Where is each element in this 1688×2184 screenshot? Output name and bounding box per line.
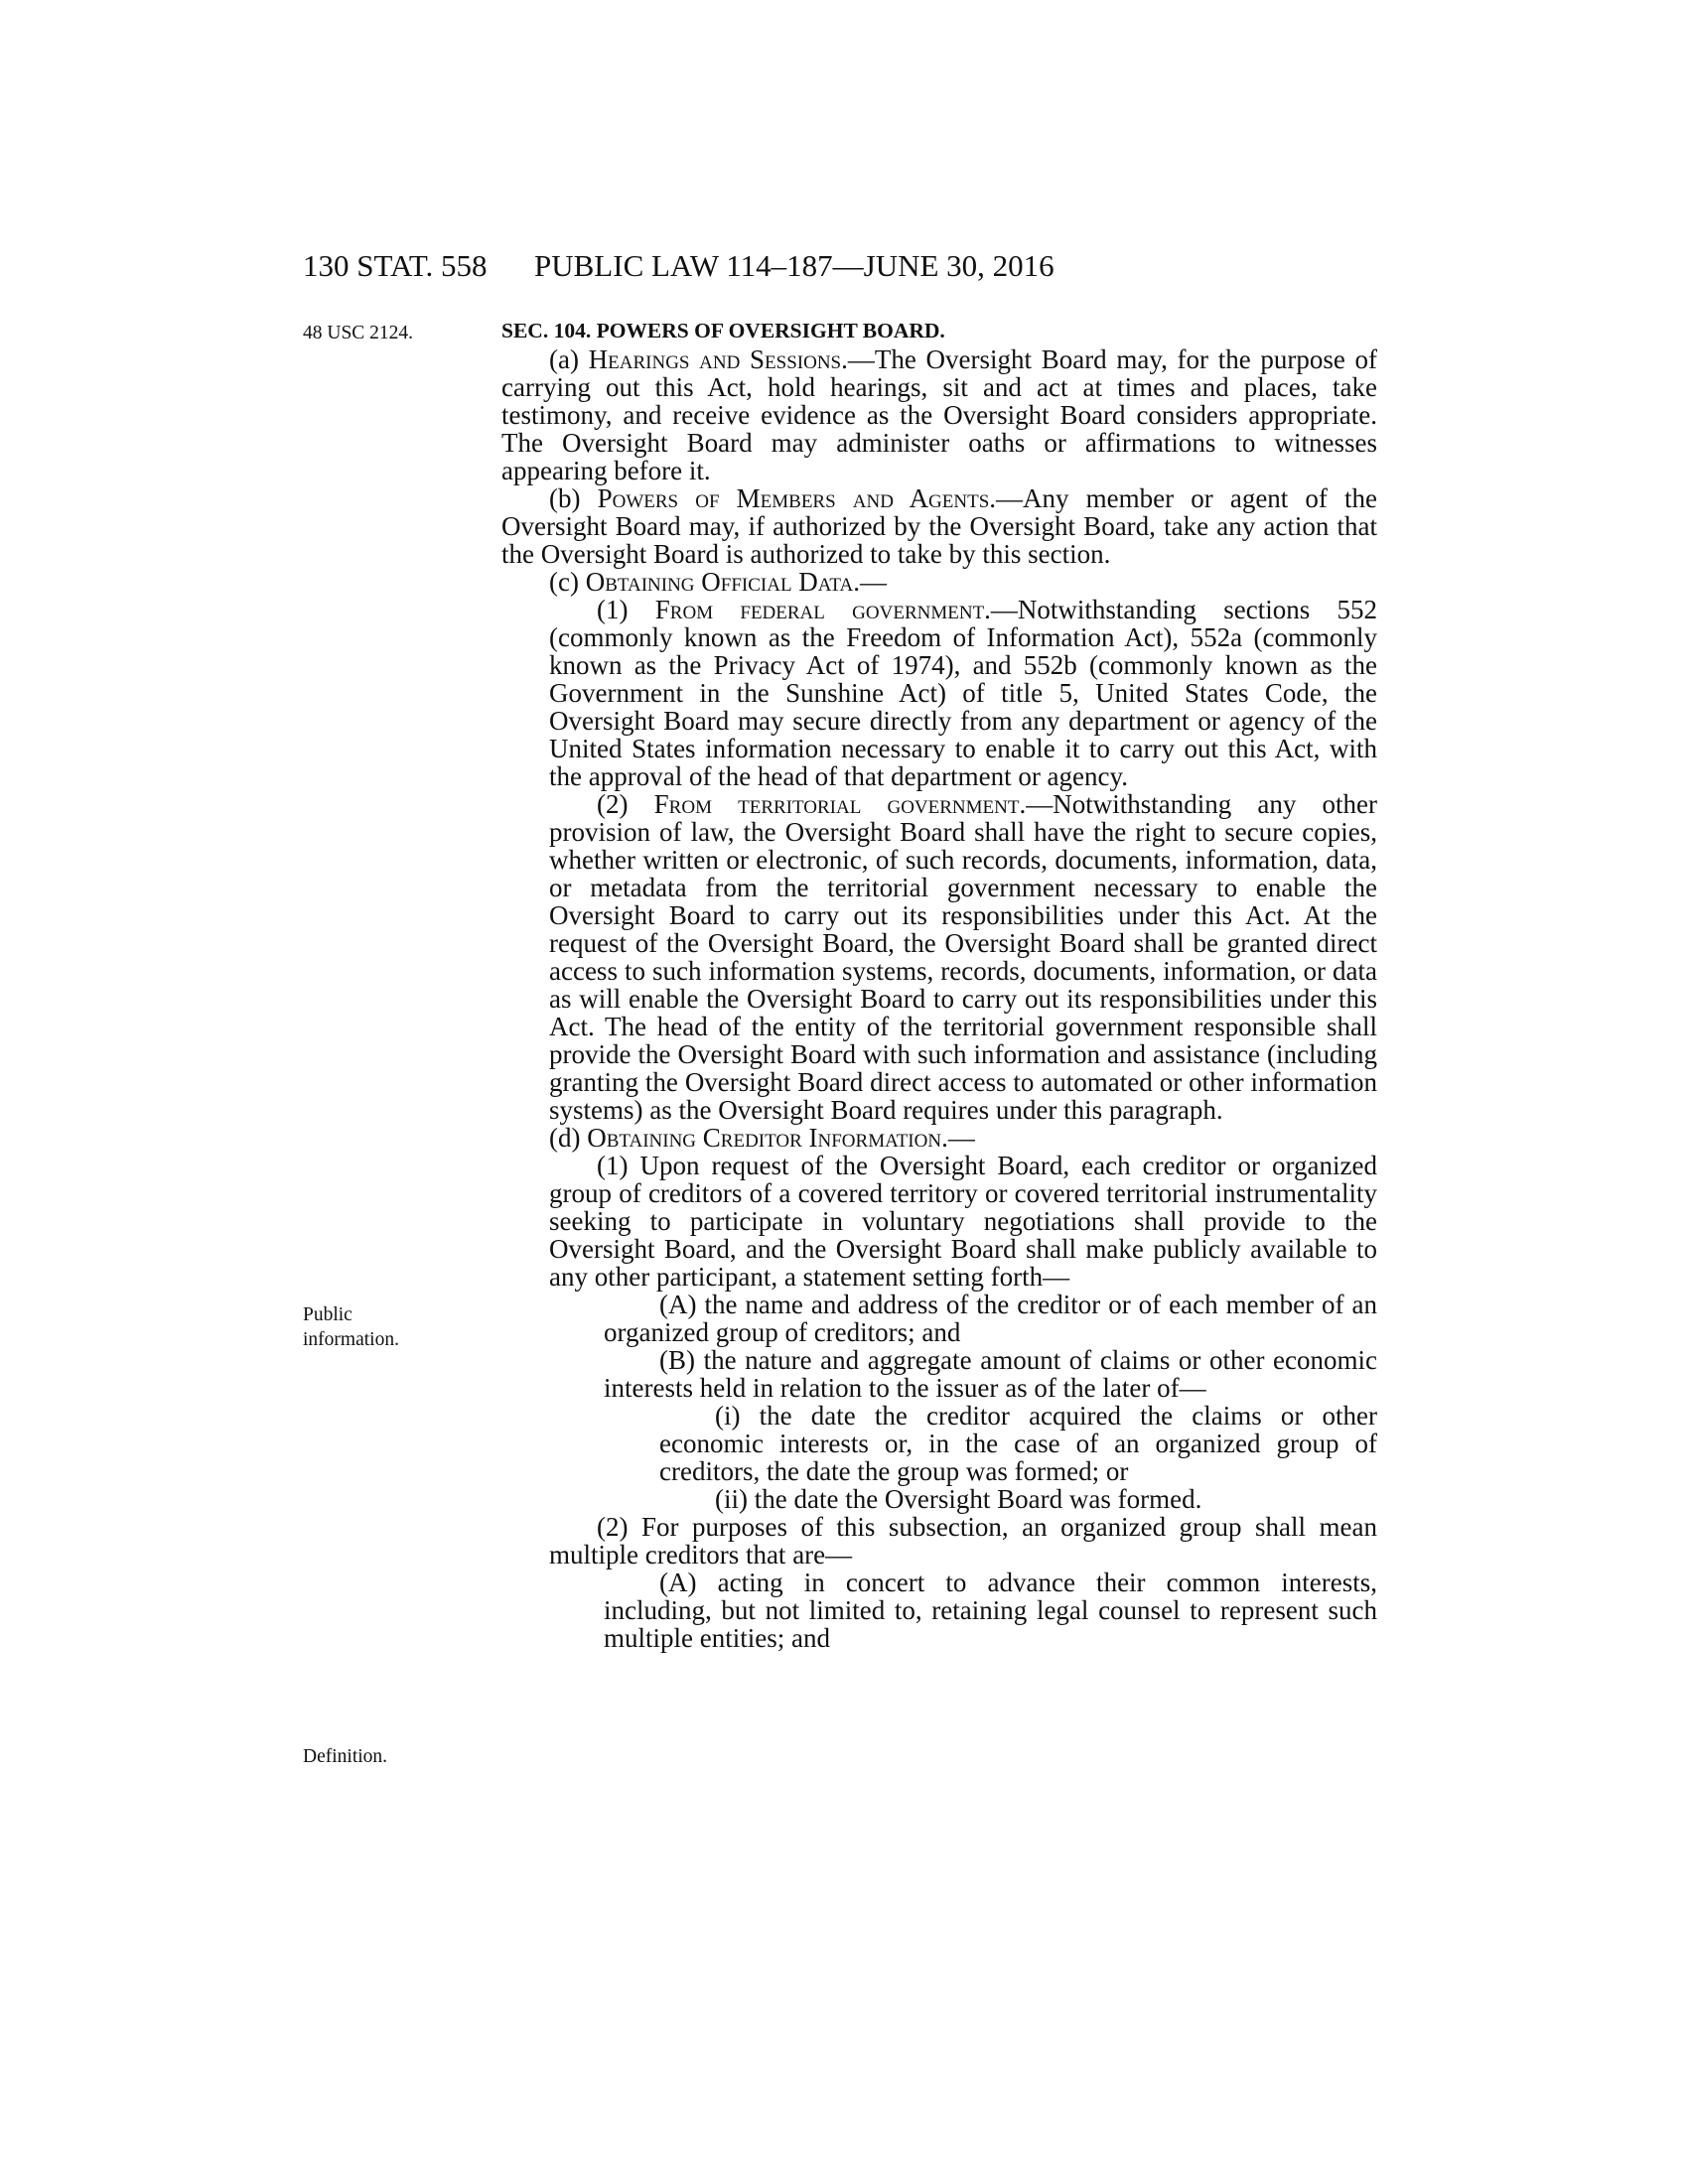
paragraph-d1: (1) Upon request of the Oversight Board, each creditor or organized group of creditors of a covered territory or covered territorial instrumentality seeking to participate in voluntary negotiations shall provide to the Oversight Board, and the Oversight Board shall make publicly available to any other participant, a statement setting forth— xyxy=(549,1151,1377,1292)
label: (d) xyxy=(549,1123,588,1153)
text: —Notwithstanding sections 552 (commonly known as the Freedom of Information Act), 552a (commonly known as the Privacy Act of 1974), and 552b (commonly known as the Government in the Sunshine Act) of title 5, United States Code, the Oversight Board may secure directly from any department or agency of the United States information necessary to enable it to carry out this Act, with the approval of the head of that department or agency. xyxy=(549,595,1377,791)
section-heading: SEC. 104. POWERS OF OVERSIGHT BOARD. xyxy=(501,319,945,342)
margin-note-line: information. xyxy=(303,1329,399,1350)
margin-note-usc: 48 USC 2124. xyxy=(303,323,414,343)
clause-d1Bii: (ii) the date the Oversight Board was formed. xyxy=(715,1484,1202,1514)
subparagraph-d1B: (B) the nature and aggregate amount of claims or other economic interests held in relation to the issuer as of the later of— xyxy=(604,1345,1377,1403)
paragraph-c2 xyxy=(501,790,1377,1124)
text: —Any member or agent of the Oversight Board may, if authorized by the Oversight Board, take any action that the Oversight Board is authorized to take by this section. xyxy=(501,483,1378,569)
stat-reference: 130 STAT. 558 xyxy=(303,248,488,283)
statute-body xyxy=(501,318,1377,1652)
label: (a) xyxy=(549,344,589,374)
caption: Obtaining Official Data. xyxy=(585,567,860,597)
subsection-d xyxy=(501,1124,1377,1152)
text: —Notwithstanding any other provision of law, the Oversight Board shall have the right to secure copies, whether written or electronic, of such records, documents, information, data, or metadata from the territorial government necessary to enable the Oversight Board to carry out its responsibilities under this Act. At the request of the Oversight Board, the Oversight Board shall be granted direct access to such information systems, records, documents, information, or data as will enable the Oversight Board to carry out its responsibilities under this Act. The head of the entity of the territorial government responsible shall provide the Oversight Board with such information and assistance (including granting the Oversight Board direct access to automated or other information systems) as the Oversight Board requires under this paragraph. xyxy=(549,789,1377,1125)
caption: From territorial government. xyxy=(653,789,1027,819)
margin-note-public-information xyxy=(303,1302,462,1352)
subparagraph-d2A: (A) acting in concert to advance their common interests, including, but not limited to, retaining legal counsel to represent such multiple entities; and xyxy=(604,1568,1377,1653)
paragraph-c1 xyxy=(501,596,1377,790)
caption: Hearings and Sessions. xyxy=(588,344,848,374)
public-law-title: PUBLIC LAW 114–187—JUNE 30, 2016 xyxy=(534,248,1055,283)
label: (b) xyxy=(549,483,598,513)
label: (1) xyxy=(597,595,655,624)
text: — xyxy=(859,567,887,597)
caption: From federal government. xyxy=(654,595,991,624)
subsection-b xyxy=(501,484,1377,568)
margin-note-definition: Definition. xyxy=(303,1746,388,1767)
paragraph-d2: (2) For purposes of this subsection, an organized group shall mean multiple creditors that are— xyxy=(549,1512,1377,1570)
subparagraph-d1A: (A) the name and address of the creditor or of each member of an organized group of creditors; and xyxy=(604,1290,1377,1347)
label: (2) xyxy=(597,789,654,819)
caption: Powers of Members and Agents. xyxy=(597,483,997,513)
clause-d1Bi: (i) the date the creditor acquired the claims or other economic interests or, in the case of an organized group of creditors, the date the group was formed; or xyxy=(659,1401,1377,1486)
subsection-c xyxy=(501,568,1377,596)
text: —The Oversight Board may, for the purpose of carrying out this Act, hold hearings, sit and act at times and places, take testimony, and receive evidence as the Oversight Board considers appropriate. The Oversight Board may administer oaths or affirmations to witnesses appearing before it. xyxy=(501,344,1378,485)
running-head xyxy=(303,246,1395,286)
margin-note-line: Public xyxy=(303,1304,352,1325)
caption: Obtaining Creditor Information. xyxy=(587,1123,948,1153)
text: — xyxy=(947,1123,975,1153)
subsection-a xyxy=(501,345,1377,484)
label: (c) xyxy=(549,567,586,597)
